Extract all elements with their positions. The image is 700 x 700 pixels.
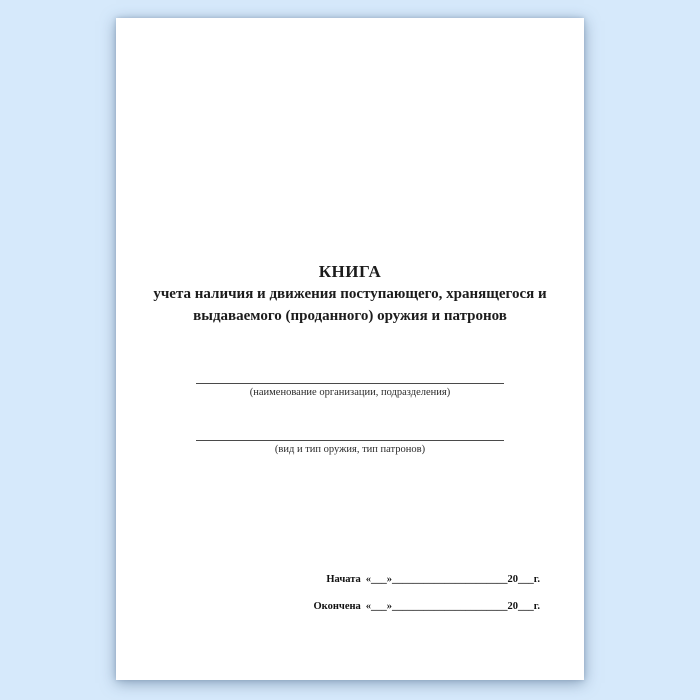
finished-date-row — [314, 600, 540, 613]
weapon-type-field — [196, 424, 504, 456]
title-block — [116, 261, 584, 327]
organization-name-field — [196, 367, 504, 399]
document-cover-page — [116, 18, 584, 680]
document-subtitle-line-2: выдаваемого (проданного) оружия и патронов — [193, 308, 507, 324]
weapon-type-caption: (вид и тип оружия, тип патронов) — [274, 444, 426, 455]
finished-date-blank-value: «___»______________________20___г. — [365, 601, 540, 612]
document-subtitle-line-1: учета наличия и движения поступающего, хранящегося и — [153, 286, 547, 302]
started-date-row — [326, 573, 540, 586]
weapon-type-blank-line — [196, 424, 504, 441]
organization-name-caption: (наименование организации, подразделения) — [249, 387, 451, 398]
started-date-blank-value: «___»______________________20___г. — [365, 574, 540, 585]
finished-date-label: Окончена — [313, 601, 361, 612]
started-date-label: Начата — [326, 574, 361, 585]
organization-name-blank-line — [196, 367, 504, 384]
document-title: КНИГА — [318, 262, 382, 281]
